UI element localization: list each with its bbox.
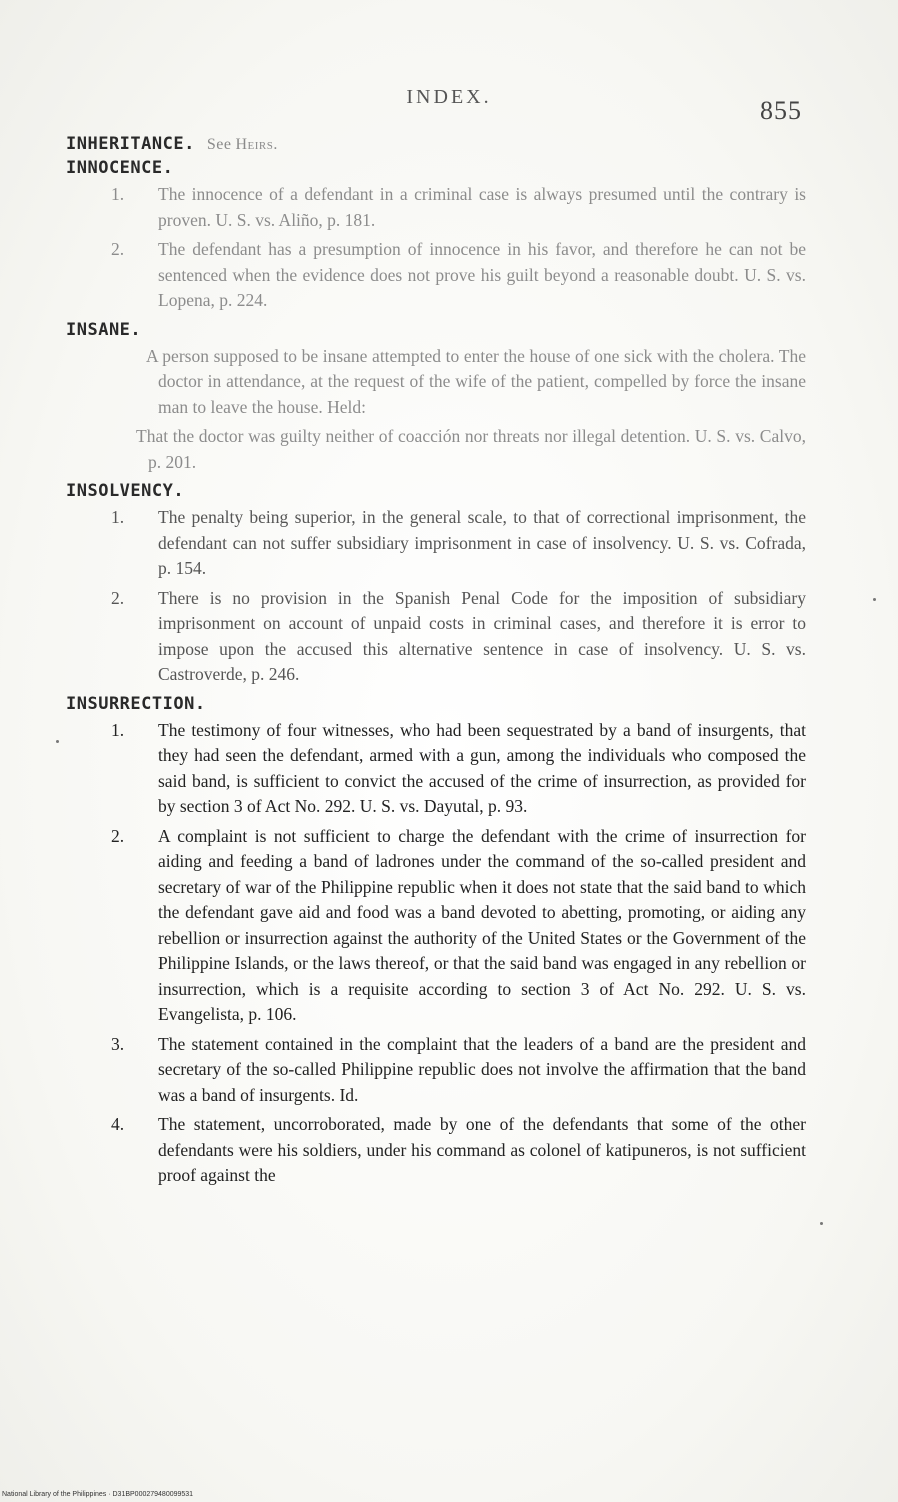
index-content xyxy=(66,134,806,1193)
heading-insolvency: INSOLVENCY. xyxy=(66,481,185,501)
item-number: 2. xyxy=(111,587,125,608)
item-number: 2. xyxy=(111,239,125,259)
innocence-item-2 xyxy=(66,237,806,314)
page-number: 855 xyxy=(760,96,802,125)
item-text: A complaint is not sufficient to charge the defendant with the crime of insurrection for aiding and feeding a band of ladrones under the command of the so-called president and secretary of war of the Philippine republic when it does not state that the said band to which the defendant gave aid and food was a band devoted to abetting, promoting, or aiding any rebellion or insurrection against the authority of the United States or the Government of the Philippine Islands, or the laws thereof, or that the said band was engaged in any rebellion or insurrection, which is a requisite according to section 3 of Act No. 292. U. S. vs. Evangelista, p. 106. xyxy=(158,825,806,1024)
item-text: There is no provision in the Spanish Penal Code for the imposition of subsidiary imprisonment on account of unpaid costs in criminal cases, and therefore it is error to impose upon the accused this alternative sentence in case of insolvency. U. S. vs. Castroverde, p. 246. xyxy=(158,587,806,684)
heading-insurrection: INSURRECTION. xyxy=(66,693,206,714)
item-text: The statement contained in the complaint that the leaders of a band are the president and secretary of the so-called Philippine republic does not involve the affirmation that the band was a band of insurgents. Id. xyxy=(158,1033,806,1105)
scan-speck xyxy=(873,598,876,601)
item-number: 4. xyxy=(111,1114,125,1134)
scan-speck xyxy=(56,740,59,743)
insane-paragraph-1: A person supposed to be insane attempted to enter the house of one sick with the cholera. The doctor in attendance, at the request of the wife of the patient, compelled by force the insane man to leave the house. Held: xyxy=(146,345,806,417)
heading-innocence: INNOCENCE. xyxy=(66,158,174,178)
insolvency-item-2 xyxy=(66,586,806,688)
insolvency-item-1 xyxy=(66,505,806,582)
insurrection-item-2 xyxy=(66,824,806,1028)
item-number: 1. xyxy=(111,719,125,740)
item-number: 2. xyxy=(111,825,125,846)
item-text: The penalty being superior, in the general scale, to that of correctional imprisonment, the defendant can not suffer subsidiary imprisonment in case of insolvency. U. S. vs. Cofrada, p. 154. xyxy=(158,507,806,578)
scan-footer: National Library of the Philippines · D31BP000279480099531 xyxy=(2,1491,194,1498)
heading-insane: INSANE. xyxy=(66,319,142,340)
item-text: The innocence of a defendant in a criminal case is always presumed until the contrary is proven. U. S. vs. Aliño, p. 181. xyxy=(158,184,806,230)
item-text: The statement, uncorroborated, made by one of the defendants that some of the other defendants were his soldiers, under his command as colonel of katipuneros, is not sufficient proof against the xyxy=(158,1114,806,1185)
insurrection-item-4 xyxy=(66,1112,806,1189)
see-reference: Heirs. xyxy=(235,136,278,153)
item-number: 1. xyxy=(111,184,125,204)
scan-speck xyxy=(820,1222,823,1225)
item-number: 3. xyxy=(111,1033,125,1054)
insurrection-item-3 xyxy=(66,1032,806,1109)
see-label: See xyxy=(206,136,232,153)
item-number: 1. xyxy=(111,507,125,527)
item-text: The defendant has a presumption of innocence in his favor, and therefore he can not be sentenced when the evidence does not prove his guilt beyond a reasonable doubt. U. S. vs. Lopena, p. 224. xyxy=(158,239,806,310)
running-head: INDEX. xyxy=(406,86,492,108)
insane-paragraph-2: That the doctor was guilty neither of coacción nor threats nor illegal detention. U. S. vs. Calvo, p. 201. xyxy=(136,426,806,472)
insurrection-item-1 xyxy=(66,718,806,820)
heading-inheritance xyxy=(66,134,806,154)
innocence-item-1 xyxy=(66,182,806,233)
heading-text: INHERITANCE. xyxy=(66,134,195,154)
item-text: The testimony of four witnesses, who had been sequestrated by a band of insurgents, that they had seen the defendant, armed with a gun, among the individuals who composed the said band, is sufficient to convict the accused of the crime of insurrection, as provided for by section 3 of Act No. 292. U. S. vs. Dayutal, p. 93. xyxy=(158,719,806,816)
